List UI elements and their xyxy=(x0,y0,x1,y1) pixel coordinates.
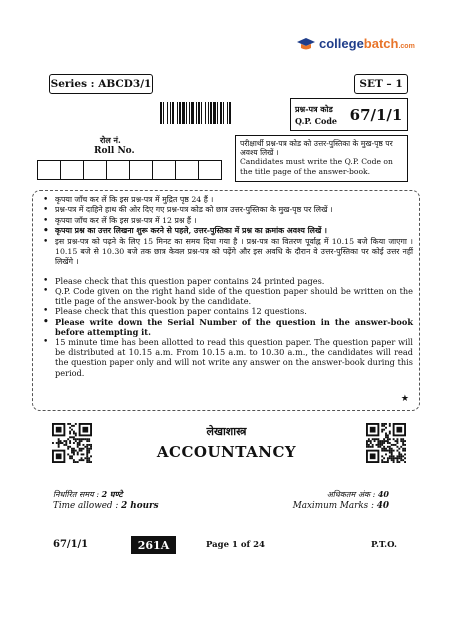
instructions-box xyxy=(32,190,420,411)
page-number: Page 1 of 24 xyxy=(206,540,265,550)
instruction-item: • कृपया जाँच कर लें कि इस प्रश्न-पत्र में मुद्रित पृष्ठ 24 हैं । xyxy=(41,195,413,205)
roll-label-english: Roll No. xyxy=(94,146,135,156)
roll-number-cell[interactable] xyxy=(199,161,221,179)
subject-hindi: लेखाशास्त्र xyxy=(206,425,247,438)
collegebatch-logo xyxy=(296,36,415,51)
roll-label-hindi: रोल नं. xyxy=(100,135,121,145)
footer-badge: 261A xyxy=(131,536,176,554)
roll-number-cell[interactable] xyxy=(107,161,130,179)
barcode-image xyxy=(160,102,266,124)
instruction-item: • प्रश्न-पत्र में दाहिने हाथ की ओर दिए गए प्रश्न-पत्र कोड को छात्र उत्तर-पुस्तिका के मुख-पृष्ठ पर लिखें । xyxy=(41,205,413,215)
qp-label-english: Q.P. Code xyxy=(295,115,338,126)
instruction-item: • Please write down the Serial Number of the question in the answer-book before attempting it. xyxy=(41,317,413,337)
subject-english: ACCOUNTANCY xyxy=(156,443,297,461)
instruction-item: • Please check that this question paper contains 12 questions. xyxy=(41,306,413,316)
series-box: Series : ABCD3/1 xyxy=(49,74,153,94)
note-english: Candidates must write the Q.P. Code on the title page of the answer-book. xyxy=(240,157,393,176)
instruction-item: • कृपया प्रश्न का उत्तर लिखना शुरू करने से पहले, उत्तर-पुस्तिका में प्रश्न का क्रमांक अवश्य लिखें । xyxy=(41,226,413,236)
qp-code-box xyxy=(290,98,408,131)
roll-number-cell[interactable] xyxy=(176,161,199,179)
footer-qp-code: 67/1/1 xyxy=(53,539,89,550)
instructions-english xyxy=(41,276,413,378)
logo-text: collegebatch.com xyxy=(319,36,415,51)
max-marks-hindi: अधिकतम अंक : 40 xyxy=(326,489,389,499)
max-marks-english: Maximum Marks : 40 xyxy=(292,501,389,511)
roll-number-cell[interactable] xyxy=(153,161,176,179)
instruction-item: • Please check that this question paper contains 24 printed pages. xyxy=(41,276,413,286)
instruction-item: • Q.P. Code given on the right hand side of the question paper should be written on the title page of the answer-book by the candidate. xyxy=(41,286,413,306)
roll-number-cell[interactable] xyxy=(84,161,107,179)
note-hindi: परीक्षार्थी प्रश्न-पत्र कोड को उत्तर-पुस्तिका के मुख-पृष्ठ पर अवश्य लिखें । xyxy=(240,139,393,158)
roll-number-cell[interactable] xyxy=(61,161,84,179)
roll-number-cell[interactable] xyxy=(38,161,61,179)
instruction-item: • इस प्रश्न-पत्र को पढ़ने के लिए 15 मिनट का समय दिया गया है । प्रश्न-पत्र का वितरण पूर्वाह्न में 10.15 बजे किया जाएगा । 10.15 बजे से 10.30 बजे तक छात्र केवल प्रश्न-पत्र को पढ़ेंगे और इस अवधि के दौरान वे उत्तर-पुस्तिका पर कोई उत्तर नहीं लिखेंगे । xyxy=(41,237,413,268)
roll-number-cell[interactable] xyxy=(130,161,153,179)
set-box: SET – 1 xyxy=(354,74,408,94)
candidate-note-box xyxy=(235,135,408,182)
time-allowed-hindi: निर्धारित समय : 2 घण्टे xyxy=(53,489,123,499)
instruction-item: • कृपया जाँच कर लें कि इस प्रश्न-पत्र में 12 प्रश्न हैं । xyxy=(41,216,413,226)
roll-number-grid[interactable] xyxy=(37,160,222,180)
instruction-item: • 15 minute time has been allotted to read this question paper. The question paper will be distributed at 10.15 a.m. From 10.15 a.m. to 10.30 a.m., the candidates will read the question paper only and will not write any answer on the answer-book during this period. xyxy=(41,337,413,378)
instructions-hindi xyxy=(41,195,413,268)
graduation-cap-icon xyxy=(296,37,316,51)
star-icon: ★ xyxy=(400,394,409,404)
pto-label: P.T.O. xyxy=(371,540,397,550)
time-allowed-english: Time allowed : 2 hours xyxy=(53,501,159,511)
qp-code-value: 67/1/1 xyxy=(349,105,403,124)
qp-label-hindi: प्रश्न-पत्र कोड xyxy=(295,103,333,114)
